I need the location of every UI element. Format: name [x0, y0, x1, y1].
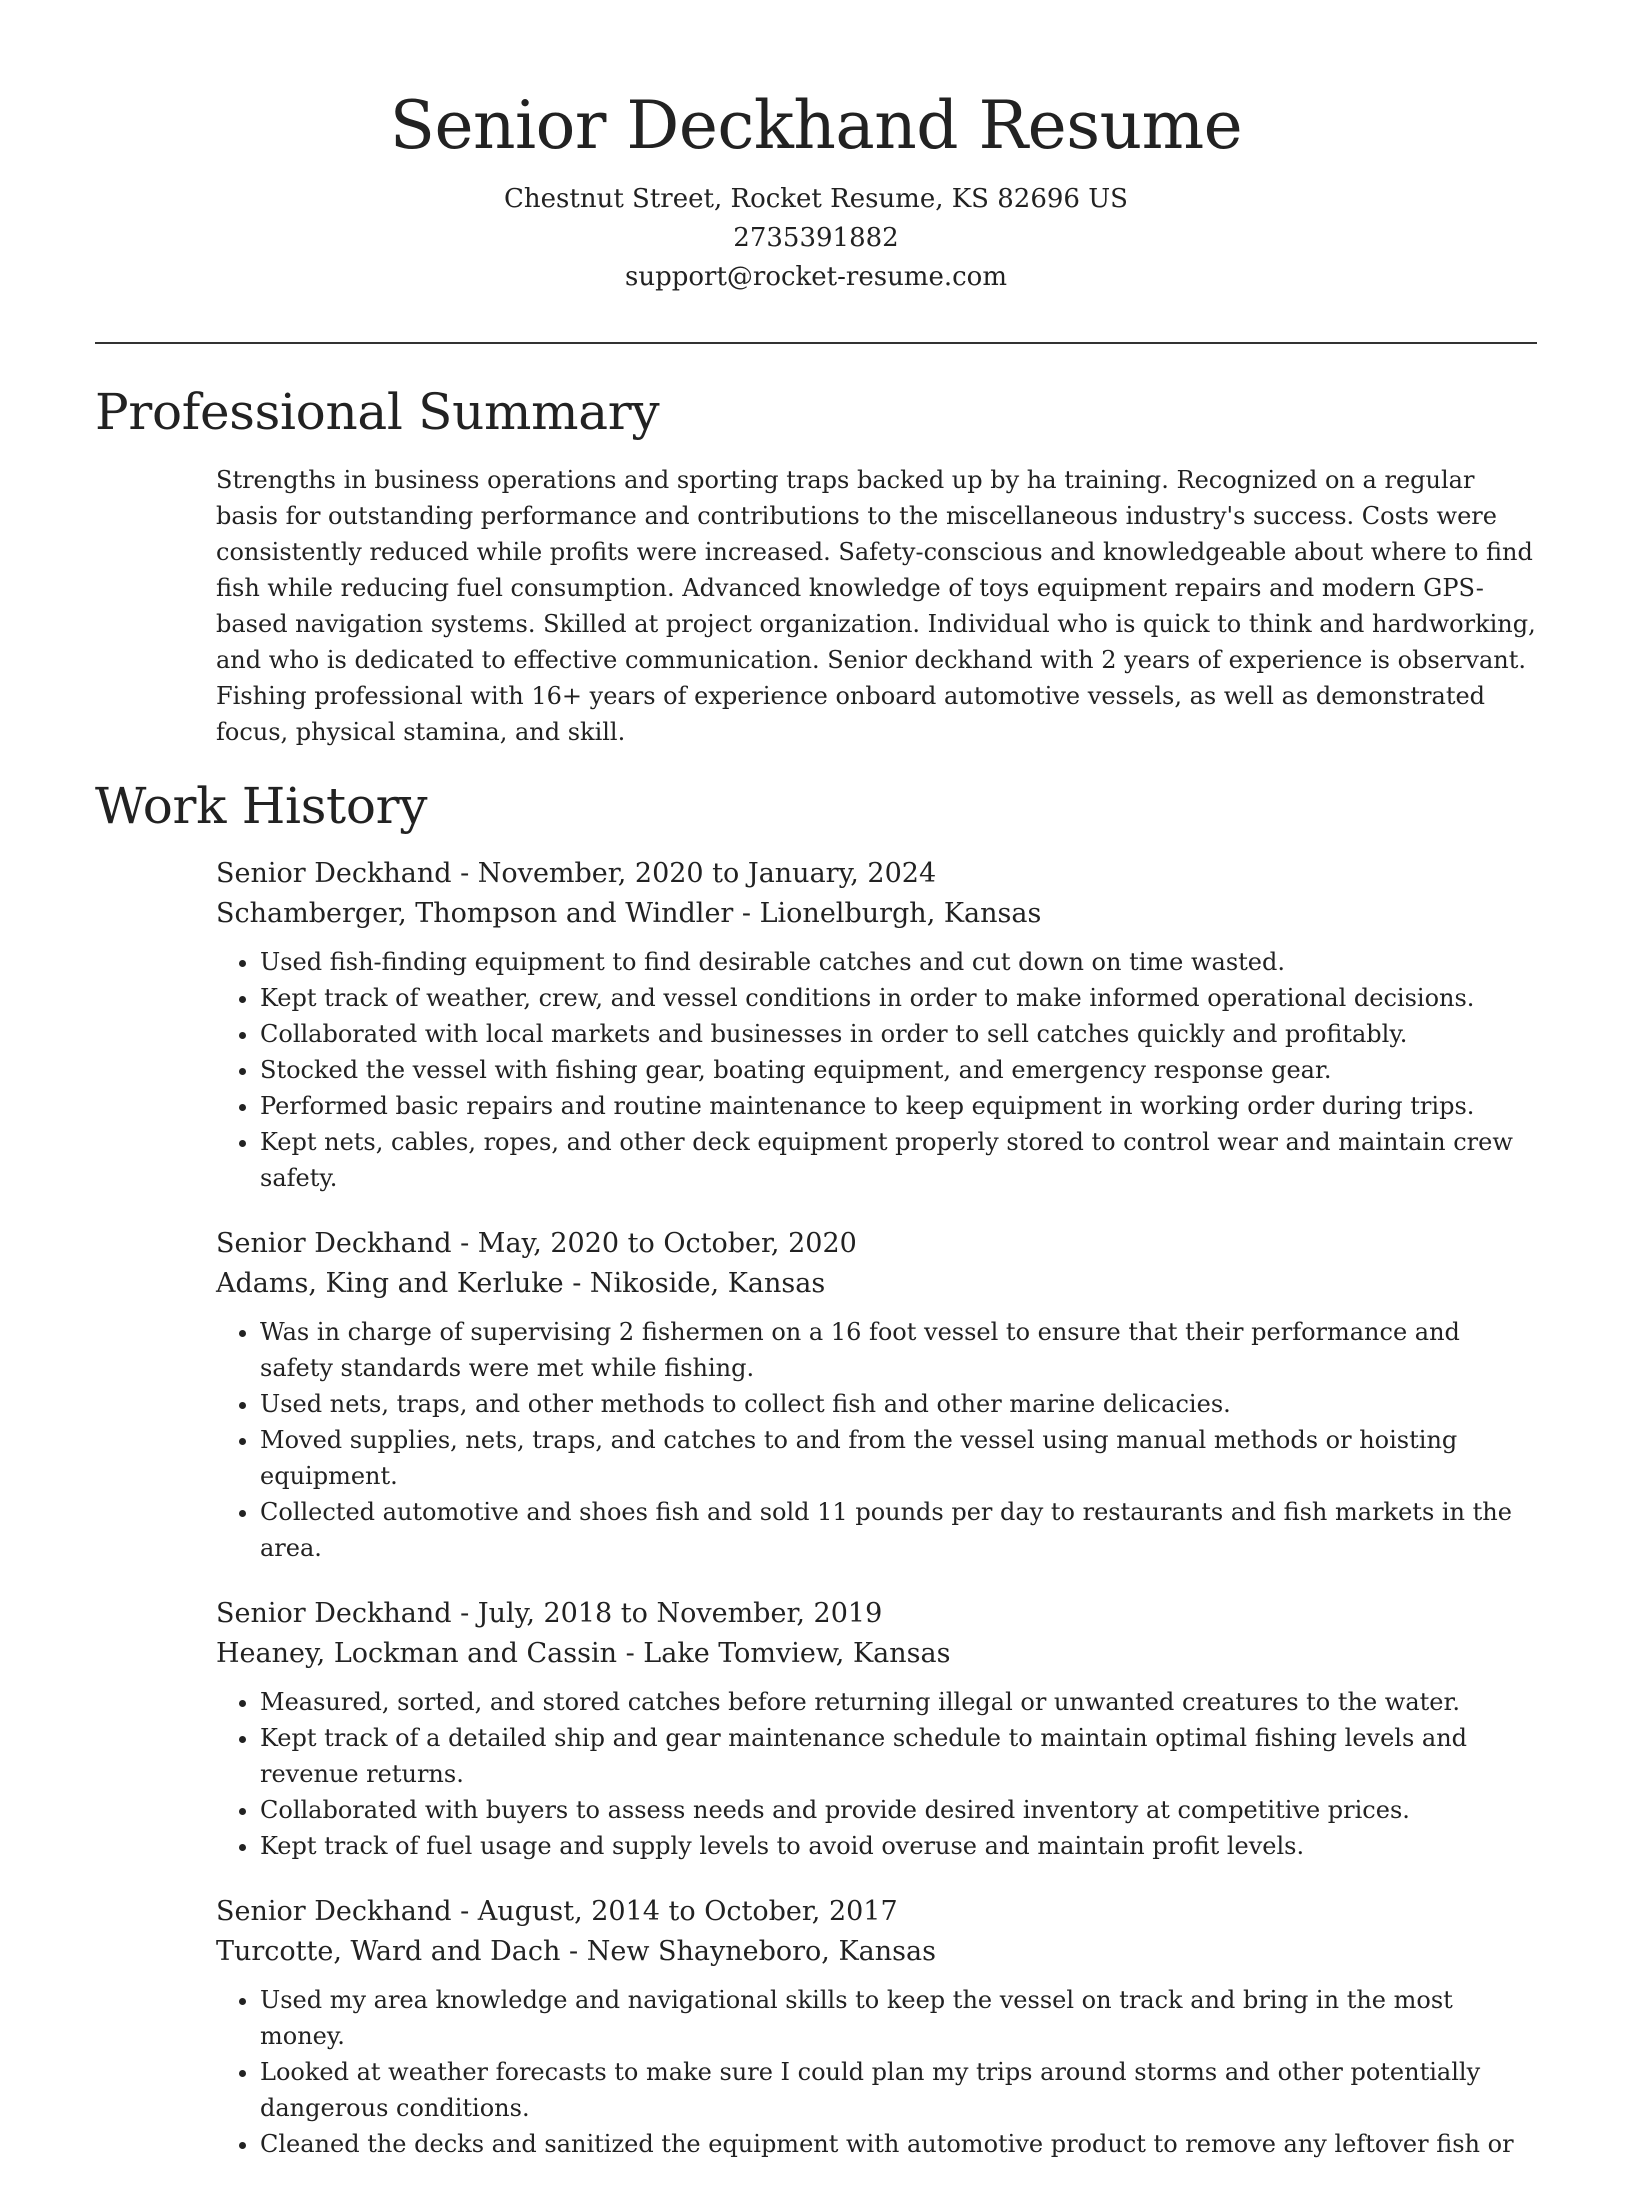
- job-company: Adams, King and Kerluke: [216, 1268, 564, 1299]
- job-company-line: [216, 1264, 1537, 1304]
- job-bullet: • Performed basic repairs and routine maintenance to keep equipment in working order during trips.: [260, 1088, 1537, 1124]
- job-entry: [216, 854, 1537, 1196]
- job-company: Heaney, Lockman and Cassin: [216, 1638, 618, 1669]
- contact-address: Chestnut Street, Rocket Resume, KS 82696 US: [504, 184, 1128, 214]
- job-bullet: • Collected automotive and shoes fish and sold 11 pounds per day to restaurants and fish markets in the area.: [260, 1494, 1537, 1566]
- job-bullet: • Used fish-finding equipment to find desirable catches and cut down on time wasted.: [260, 944, 1537, 980]
- job-title: Senior Deckhand: [216, 1598, 452, 1629]
- job-bullet: • Kept track of weather, crew, and vessel conditions in order to make informed operational decisions.: [260, 980, 1537, 1016]
- job-bullet: • Stocked the vessel with fishing gear, boating equipment, and emergency response gear.: [260, 1052, 1537, 1088]
- resume-header: [95, 80, 1537, 297]
- resume-title: Senior Deckhand Resume: [389, 87, 1243, 164]
- contact-email: support@rocket-resume.com: [624, 262, 1007, 292]
- job-title: Senior Deckhand: [216, 1896, 452, 1927]
- contact-block: [95, 180, 1537, 297]
- summary-text: Strengths in business operations and sporting traps backed up by ha training. Recognized on a regular basis for outstanding performance and contributions to the miscellaneous industry's success. Costs were consistently reduced while profits were increased. Safety-conscious and knowledgeable about where to find fish while reducing fuel consumption. Advanced knowledge of toys equipment repairs and modern GPS-based navigation systems. Skilled at project organization. Individual who is quick to think and hardworking, and who is dedicated to effective communication. Senior deckhand with 2 years of experience is observant. Fishing professional with 16+ years of experience onboard automotive vessels, as well as demonstrated focus, physical stamina, and skill.: [216, 466, 1536, 746]
- job-bullets: [216, 1684, 1537, 1864]
- job-company-line: [216, 894, 1537, 934]
- job-company: Turcotte, Ward and Dach: [216, 1936, 561, 1967]
- job-bullet: • Used my area knowledge and navigational skills to keep the vessel on track and bring in the most money.: [260, 1982, 1537, 2054]
- job-bullet: • Measured, sorted, and stored catches before returning illegal or unwanted creatures to the water.: [260, 1684, 1537, 1720]
- job-bullet: • Kept track of a detailed ship and gear maintenance schedule to maintain optimal fishing levels and revenue returns.: [260, 1720, 1537, 1792]
- job-bullet: • Collaborated with buyers to assess needs and provide desired inventory at competitive prices.: [260, 1792, 1537, 1828]
- job-bullet: • Was in charge of supervising 2 fishermen on a 16 foot vessel to ensure that their performance and safety standards were met while fishing.: [260, 1314, 1537, 1386]
- job-location: - Lake Tomview, Kansas: [617, 1638, 951, 1669]
- job-entry: [216, 1594, 1537, 1864]
- job-title-line: [216, 1224, 1537, 1264]
- job-bullet: • Used nets, traps, and other methods to collect fish and other marine delicacies.: [260, 1386, 1537, 1422]
- job-entry: [216, 1224, 1537, 1566]
- job-company: Schamberger, Thompson and Windler: [216, 898, 734, 929]
- summary-body: [216, 462, 1537, 750]
- job-bullet: • Kept nets, cables, ropes, and other deck equipment properly stored to control wear and maintain crew safety.: [260, 1124, 1537, 1196]
- job-dates: - August, 2014 to October, 2017: [451, 1896, 898, 1927]
- job-title-line: [216, 1594, 1537, 1634]
- work-history-list: [216, 854, 1537, 2190]
- header-divider: [95, 342, 1537, 344]
- job-title-line: [216, 854, 1537, 894]
- job-bullet: • Cleaned the decks and sanitized the equipment with automotive product to remove any leftover fish or: [260, 2126, 1537, 2162]
- job-title-line: [216, 1892, 1537, 1932]
- job-bullets: [216, 1982, 1537, 2162]
- job-location: - New Shayneboro, Kansas: [560, 1936, 936, 1967]
- job-dates: - November, 2020 to January, 2024: [451, 858, 937, 889]
- job-bullet: • Moved supplies, nets, traps, and catches to and from the vessel using manual methods or hoisting equipment.: [260, 1422, 1537, 1494]
- job-location: - Nikoside, Kansas: [563, 1268, 826, 1299]
- work-history-heading: Work History: [95, 777, 428, 835]
- job-bullet: • Looked at weather forecasts to make sure I could plan my trips around storms and other potentially dangerous conditions.: [260, 2054, 1537, 2126]
- job-bullet: • Kept track of fuel usage and supply levels to avoid overuse and maintain profit levels.: [260, 1828, 1537, 1864]
- job-dates: - July, 2018 to November, 2019: [451, 1598, 883, 1629]
- job-location: - Lionelburgh, Kansas: [733, 898, 1042, 929]
- job-entry: [216, 1892, 1537, 2162]
- job-dates: - May, 2020 to October, 2020: [451, 1228, 857, 1259]
- job-title: Senior Deckhand: [216, 1228, 452, 1259]
- job-bullets: [216, 1314, 1537, 1566]
- job-company-line: [216, 1634, 1537, 1674]
- job-bullets: [216, 944, 1537, 1196]
- summary-heading: Professional Summary: [95, 383, 660, 441]
- job-company-line: [216, 1932, 1537, 1972]
- job-title: Senior Deckhand: [216, 858, 452, 889]
- job-bullet: • Collaborated with local markets and businesses in order to sell catches quickly and profitably.: [260, 1016, 1537, 1052]
- contact-phone: 2735391882: [733, 223, 899, 253]
